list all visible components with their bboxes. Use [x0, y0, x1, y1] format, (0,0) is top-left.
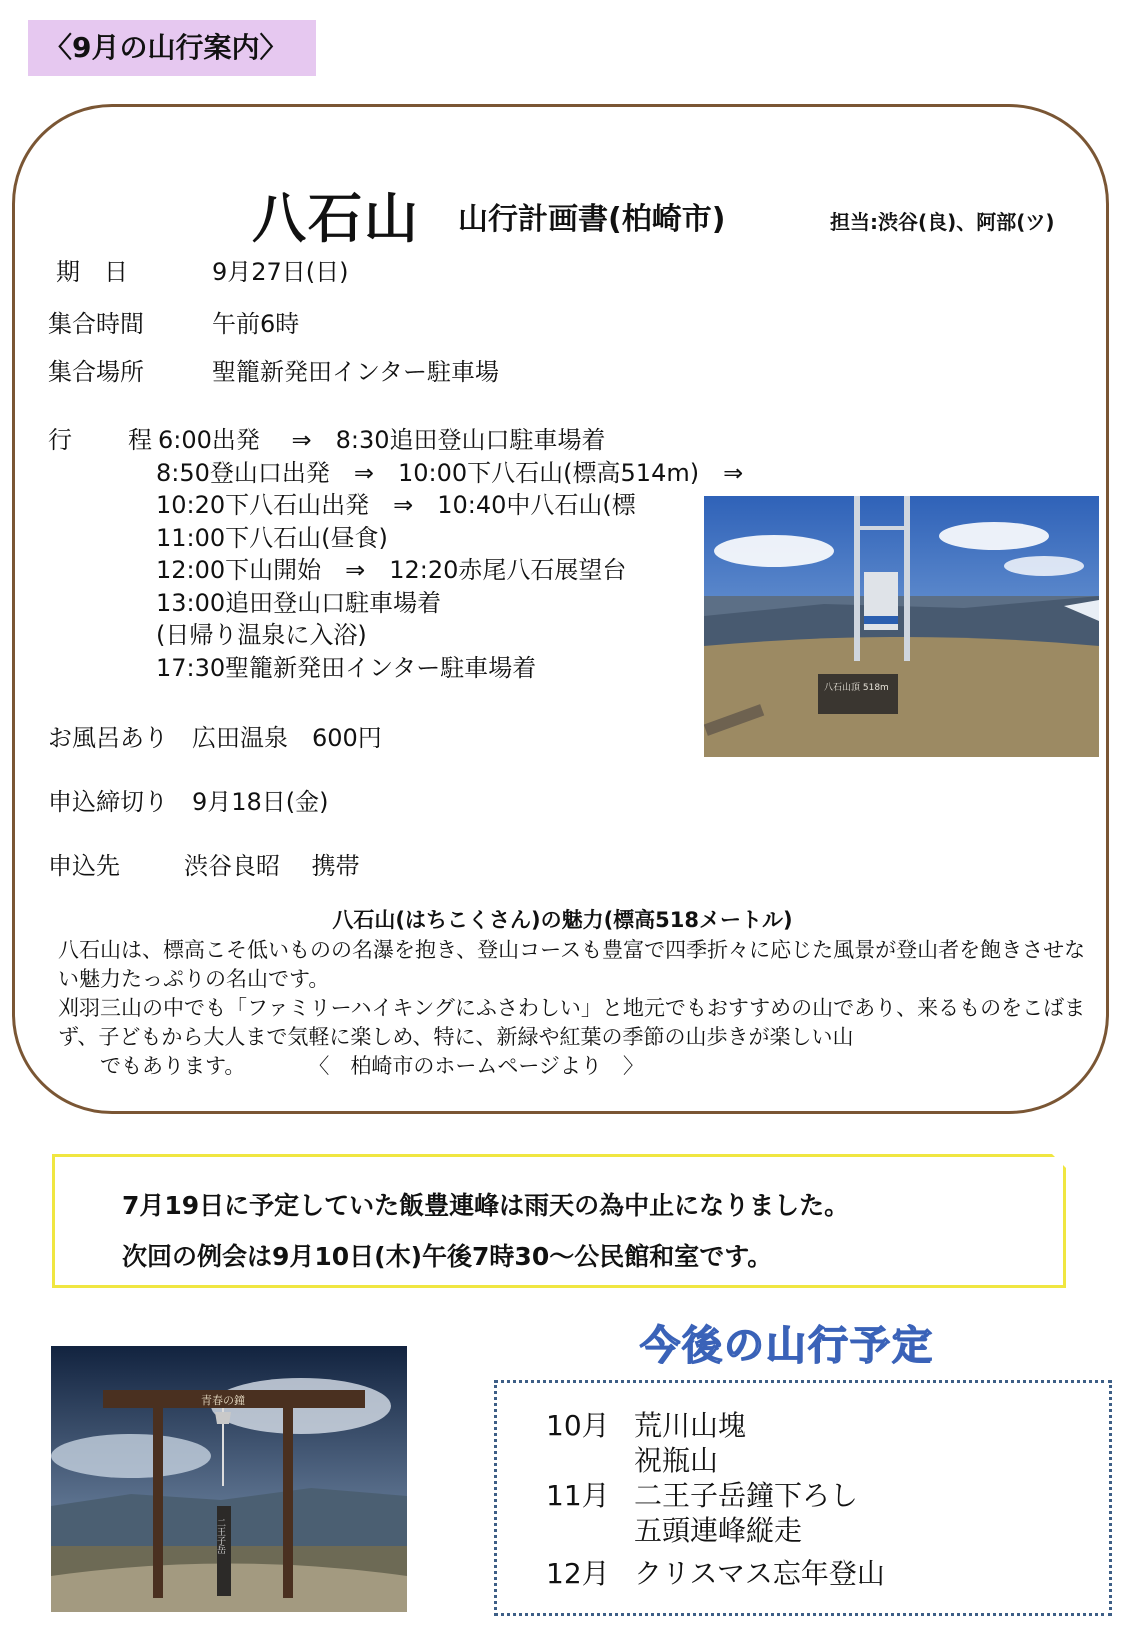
deadline: 申込締切り 9月18日(金)	[48, 788, 329, 816]
month-label: 12月	[546, 1557, 610, 1590]
plan-item: 荒川山塊	[634, 1409, 747, 1442]
bell-post-text: 二王子岳	[215, 1518, 225, 1554]
bath-info: お風呂あり 広田温泉 600円	[48, 724, 382, 752]
charm-paragraph: でもあります。 〈 柏崎市のホームページより 〉	[58, 1054, 644, 1078]
meet-time-value: 午前6時	[212, 310, 300, 338]
charm-body	[58, 936, 1088, 1081]
schedule-line: 10:20下八石山出発 ⇒ 10:40中八石山(標	[156, 491, 636, 519]
plan-item: クリスマス忘年登山	[634, 1557, 885, 1590]
date-row	[56, 252, 349, 287]
schedule-label: 行 程	[48, 426, 168, 454]
schedule-line: (日帰り温泉に入浴)	[156, 621, 367, 649]
schedule-line: 11:00下八石山(昼食)	[156, 523, 388, 552]
month-label: 10月	[546, 1409, 610, 1442]
plan-title: 山行計画書(柏崎市)	[458, 202, 726, 237]
future-list	[546, 1408, 885, 1591]
date-label: 期 日	[56, 258, 128, 286]
plan-item: 五頭連峰縦走	[634, 1514, 803, 1547]
staff-in-charge: 担当:渋谷(良)、阿部(ツ)	[830, 210, 1055, 234]
list-item	[546, 1556, 885, 1591]
mountain-name: 八石山	[252, 186, 420, 250]
meet-place-row	[48, 352, 499, 387]
month-label: 11月	[546, 1479, 610, 1512]
summit-photo	[704, 496, 1099, 757]
notice-line: 7月19日に予定していた飯豊連峰は雨天の為中止になりました。	[122, 1191, 850, 1220]
plan-item: 二王子岳鐘下ろし	[634, 1479, 859, 1512]
date-value: 9月27日(日)	[212, 258, 349, 286]
bell-board-text: 青春の鐘	[201, 1394, 245, 1407]
meet-place-label: 集合場所	[48, 358, 144, 386]
section-header-tag: 〈9月の山行案内〉	[28, 20, 316, 76]
list-item	[546, 1478, 885, 1513]
schedule	[48, 424, 743, 684]
future-title: 今後の山行予定	[640, 1323, 934, 1369]
meet-time-label: 集合時間	[48, 310, 144, 338]
schedule-line: 12:00下山開始 ⇒ 12:20赤尾八石展望台	[156, 556, 627, 584]
notice-line: 次回の例会は9月10日(木)午後7時30～公民館和室です。	[122, 1242, 773, 1271]
schedule-line: 8:50登山口出発 ⇒ 10:00下八石山(標高514m) ⇒	[156, 458, 744, 487]
contact-label: 申込先	[48, 852, 120, 880]
plan-item: 祝瓶山	[634, 1444, 719, 1477]
list-item	[546, 1408, 885, 1443]
meet-place-value: 聖籠新発田インター駐車場	[212, 358, 500, 386]
contact-value: 渋谷良昭 携帯	[184, 852, 360, 880]
charm-title: 八石山(はちこくさん)の魅力(標高518メートル)	[332, 908, 793, 932]
bell-photo	[51, 1346, 407, 1612]
contact-row	[48, 846, 360, 881]
charm-paragraph: 八石山は、標高こそ低いものの名瀑を抱き、登山コースも豊富で四季折々に応じた風景が登山者を飽きさせない魅力たっぷりの名山です。	[58, 938, 1086, 991]
schedule-line: 13:00追田登山口駐車場着	[156, 588, 442, 617]
charm-paragraph: 刈羽三山の中でも「ファミリーハイキングにふさわしい」と地元でもおすすめの山であり、来るものをこばまず、子どもから大人まで気軽に楽しめ、特に、新緑や紅葉の季節の山歩きが楽しい山	[58, 996, 1086, 1049]
schedule-line: 行 程6:00出発 ⇒ 8:30追田登山口駐車場着	[48, 424, 743, 457]
schedule-line: 17:30聖籠新発田インター駐車場着	[156, 653, 537, 682]
summit-sign-text: 八石山頂 518m	[824, 683, 889, 693]
meet-time-row	[48, 304, 299, 339]
